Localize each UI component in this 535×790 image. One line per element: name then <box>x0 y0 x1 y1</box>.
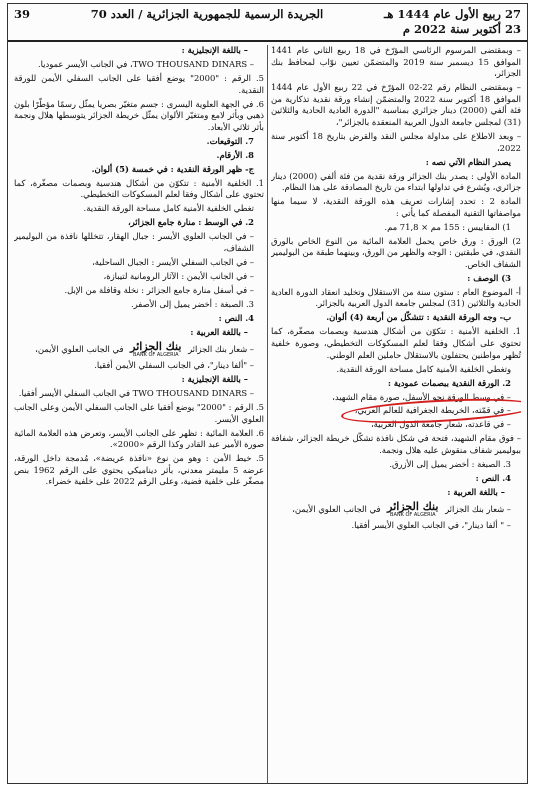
circled-text <box>355 405 511 417</box>
paragraph: – باللغة العربية : <box>447 487 505 497</box>
paragraph: – في وسط الورقة نحو الأسفل، صورة مقام الشهيد، <box>332 391 511 402</box>
paragraph: 6. العلامة المائية : تظهر على الجانب الأيسر، وتعرض هذه العلامة المائية صورة الأمير عبد القادر وكذا الرقم «2000». <box>14 427 264 450</box>
bank-logo-line <box>271 501 521 518</box>
paragraph: المادة 2 : تحدد إشارات تعريف هذه الورقة النقدية، لا سيما منها مواصفاتها التقنية المفصلة كما يأتي : <box>271 196 521 218</box>
paragraph: 4. النص : <box>475 473 511 484</box>
paragraph: – فوق مقام الشهيد، فتحة في شكل نافذة تشكّل خريطة الجزائر، شفافة ببوليمير شفاف منقوش عليه هلال ونجمة. <box>271 433 521 456</box>
page-number: 39 <box>14 7 31 21</box>
bank-line-after: في الجانب العلوي الأيمن، <box>292 503 381 514</box>
paragraph: 6. في الجهة العلوية اليسرى : جسم متغيّر بصريا يمثّل رسمًا مؤطّرًا بلون ذهبي وبأثر لامع ومتغيّر الألوان يمثّل خريطة الجزائر يتوسطها هلال ونجمة بأثر ثلاثي الأبعاد. <box>14 98 264 132</box>
paragraph: 2. في الوسط : منارة جامع الجزائر، <box>127 217 254 228</box>
bank-logo-arabic: بنك الجزائر <box>130 339 182 353</box>
paragraph: – باللغة الإنجليزية : <box>181 374 248 385</box>
paragraph: – وبمقتضى المرسوم الرئاسي المؤرّخ في 18 ربيع الثاني عام 1441 الموافق 15 ديسمبر سنة 2019 والمتضمّن تعيين نوّاب لمحافظ بنك الجزائر، <box>271 45 521 79</box>
bank-line-before: – شعار بنك الجزائر <box>445 503 511 514</box>
bank-line-before: – شعار بنك الجزائر <box>188 343 254 354</box>
paragraph: يصدر النظام الآتي نصه : <box>425 156 511 167</box>
header-hijri-date: 27 ربيع الأول عام 1444 هـ <box>384 7 521 21</box>
paragraph: – في أسفل منارة جامع الجزائر : نخلة وقافلة من الإبل. <box>64 284 254 295</box>
paragraph: 3. الصبغة : أخضر يميل إلى الأزرق. <box>389 459 511 470</box>
bank-logo-english: BANK OF ALGERIA <box>133 351 179 358</box>
paragraph: 5. خيط الأمن : وهو من نوع «نافذة عريضة»، مُدمجة داخل الورقة، عرضه 5 مليمتر معدني، بأثر ديناميكي يحتوي على الرقم 1962 بنص مصغّر على خلفية فضية، وعلى الرقم 2022 على خلفية خضراء. <box>14 453 264 487</box>
header-date <box>384 7 521 37</box>
page-header <box>8 4 527 42</box>
paragraph: – "ألفا دينار"، في الجانب السفلي الأيمن أفقيا. <box>94 360 254 371</box>
paragraph: 7. التوقيعات. <box>206 135 254 146</box>
paragraph: – في الجانب الأيمن : الآثار الرومانية لتيبازة، <box>103 270 254 281</box>
gazette-page <box>7 3 528 784</box>
right-column <box>271 45 521 783</box>
column-divider <box>267 45 268 783</box>
paragraph: – في الجانب السفلي الأيسر : الجبال الساحلية، <box>92 256 254 267</box>
left-column-block-1 <box>14 45 264 338</box>
paragraph: – " ألفا دينار"، في الجانب العلوي الأيسر أفقيا. <box>351 520 511 531</box>
paragraph: 2. الورقة النقدية ببصمات عمودية : <box>387 377 511 388</box>
paragraph: 3. الصبغة : أخضر يميل إلى الأصفر. <box>130 298 254 309</box>
paragraph: المادة الأولى : يصدر بنك الجزائر ورقة نقدية من فئة ألفي (2000) دينار جزائري، ويُشرع في تداولها ابتداء من تاريخ المصادقة على هذا النظام. <box>271 170 521 193</box>
header-title: الجريدة الرسمية للجمهورية الجزائرية / العدد 70 <box>90 7 324 21</box>
paragraph: 1. الخلفية الأمنية : تتكوّن من أشكال هندسية وبصمات مصغّرة، كما تحتوي على أشكال وفقا لعلم المسكوكات التخطيطي، وصورة خلفية تُظهر مواطنين يحتفلون بالاستقلال حاملين العلم الوطني. <box>271 326 521 360</box>
paragraph: 4. النص : <box>218 312 254 323</box>
right-column-block-1 <box>271 45 521 403</box>
paragraph: ج- ظهر الورقة النقدية : في خمسة (5) ألوان. <box>91 163 254 174</box>
paragraph: 3) الوصف : <box>467 272 511 283</box>
header-gregorian-date: 23 أكتوبر سنة 2022 م <box>402 22 521 36</box>
bank-logo-line <box>14 341 264 358</box>
paragraph: أ- الموضوع العام : ستون سنة من الاستقلال وتخليد انعقاد الدورة العادية الحادية والثلاثين (31) لمجلس جامعة الدول العربية بالجزائر. <box>271 286 521 309</box>
right-column-block-2 <box>271 419 521 498</box>
paragraph: ب- وجه الورقة النقدية : تتشكّل من أربعة (4) ألوان. <box>326 312 511 323</box>
bank-logo <box>130 341 181 358</box>
right-column-block-3 <box>271 520 521 532</box>
paragraph: – وبمقتضى النظام رقم 22-02 المؤرّخ في 22 ربيع الأول عام 1444 الموافق 18 أكتوبر سنة 2022 والمتضمّن إنشاء ورقة نقدية تذكارية من فئة ألفي (2000) دينار جزائري بمناسبة "الدورة العادية الحادية والثلاثين (31) لمجلس جامعة الدول العربية المنعقدة بالجزائر"، <box>271 82 521 127</box>
bank-logo-english: BANK OF ALGERIA <box>390 511 436 518</box>
circled-line-wrapper <box>271 405 521 417</box>
paragraph: – باللغة الإنجليزية : <box>181 45 248 55</box>
paragraph: 8. الأرقام. <box>216 149 254 160</box>
bank-logo <box>387 501 438 518</box>
columns <box>8 45 527 783</box>
paragraph: 1) المقاييس : 155 مم × 71,8 مم. <box>384 221 511 232</box>
bank-line-after: في الجانب العلوي الأيمن، <box>35 343 124 354</box>
paragraph: 2) الورق : ورق خاص يحمل العلامة المائية من النوع الخاص بالورق النقدي، في طبقتين : الوجه والظهر من الورق، وبينهما طبقة من البوليمير الشفاف الخاص. <box>271 235 521 269</box>
paragraph: – وبعد الاطلاع على مداولة مجلس النقد والقرض بتاريخ 18 أكتوبر سنة 2022، <box>271 130 521 153</box>
left-column <box>14 45 264 783</box>
paragraph: – في الجانب العلوي الأيسر : جبال الهقار، تتخللها نافذة من البوليمير الشفاف، <box>14 231 254 253</box>
left-column-block-2 <box>14 360 264 488</box>
paragraph: – TWO THOUSAND DINARS في الجانب السفلي الأيسر أفقيا. <box>18 388 254 399</box>
circled-line: – في قمّته، الخريطة الجغرافية للعالم العربي، <box>354 405 511 416</box>
paragraph: تغطي الخلفية الأمنية كامل مساحة الورقة النقدية. <box>83 203 254 214</box>
paragraph: 5. الرقم : "2000" يوضع أفقيا على الجانب السفلي الأيمن للورقة النقدية. <box>14 72 264 95</box>
paragraph: 1. الخلفية الأمنية : تتكوّن من أشكال هندسية وبصمات مصغّرة، كما تحتوي على أشكال وفقا لعلم المسكوكات التخطيطي. <box>14 177 264 200</box>
paragraph: – في قاعدته، شعار جامعة الدول العربية، <box>370 419 511 430</box>
paragraph: – باللغة العربية : <box>190 326 248 337</box>
bank-logo-arabic: بنك الجزائر <box>387 499 439 513</box>
paragraph: وتغطي الخلفية الأمنية كامل مساحة الورقة النقدية. <box>336 363 511 374</box>
paragraph: 5. الرقم : "2000" يوضع أفقيا على الجانب السفلي الأيمن وعلى الجانب العلوي الأيسر. <box>14 402 264 424</box>
paragraph: – TWO THOUSAND DINARS، في الجانب الأيسر عموديا. <box>37 58 254 69</box>
